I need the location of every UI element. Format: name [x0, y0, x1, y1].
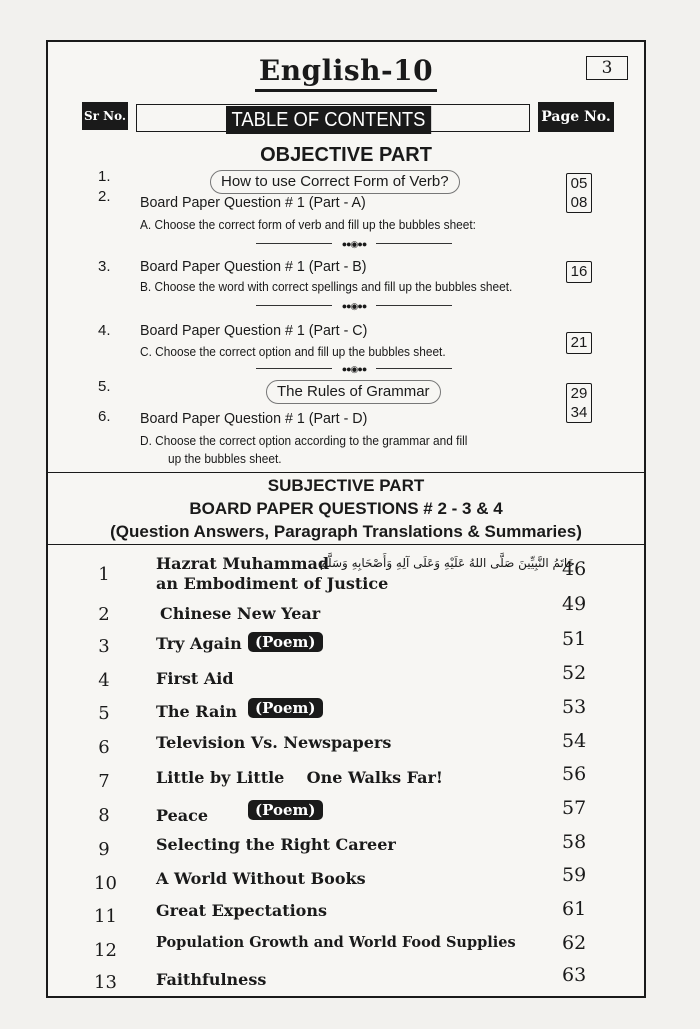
row-page: 61: [562, 898, 587, 920]
row-number: 1: [98, 564, 110, 585]
row-page: 59: [562, 864, 587, 886]
objective-item-title: How to use Correct Form of Verb?: [210, 170, 460, 194]
row-number: 6: [98, 737, 110, 758]
row-page: 49: [562, 593, 587, 615]
row-title: Population Growth and World Food Supplies: [156, 934, 516, 951]
objective-item-subtitle: A. Choose the correct form of verb and fill up the bubbles sheet:: [140, 218, 476, 232]
section-divider: [48, 544, 644, 545]
page-ref-box: [566, 173, 592, 213]
objective-item-subtitle: B. Choose the word with correct spellings and fill up the bubbles sheet.: [140, 280, 513, 294]
ornament-divider: ●●◉●●: [256, 300, 452, 312]
ornament-divider: ●●◉●●: [256, 363, 452, 375]
row-page: 62: [562, 932, 587, 954]
sr-no-label: Sr No.: [82, 102, 128, 130]
row-title: First Aid: [156, 669, 234, 688]
book-title: [48, 54, 644, 92]
row-title: Television Vs. Newspapers: [156, 733, 392, 752]
page-ref: 34: [570, 404, 588, 421]
objective-heading: OBJECTIVE PART: [260, 144, 432, 166]
row-title: Hazrat Muhammad: [156, 554, 330, 573]
row-title: Try Again: [156, 634, 242, 653]
objective-item-number: 6.: [98, 408, 111, 425]
page-frame: [46, 40, 646, 998]
row-page: 54: [562, 730, 587, 752]
row-number: 8: [98, 805, 110, 826]
row-title: A World Without Books: [156, 869, 366, 888]
row-title: Selecting the Right Career: [156, 835, 396, 854]
page-ref: 16: [566, 261, 592, 283]
objective-item-title: Board Paper Question # 1 (Part - D): [140, 410, 368, 427]
row-page: 58: [562, 831, 587, 853]
row-number: 11: [94, 906, 117, 927]
page-number: 3: [586, 56, 628, 80]
page-ref-box: [566, 383, 592, 423]
row-title: Great Expectations: [156, 901, 327, 920]
page-ref: 08: [570, 194, 588, 211]
row-number: 3: [98, 636, 110, 657]
objective-item-title: Board Paper Question # 1 (Part - A): [140, 194, 366, 211]
row-page: 51: [562, 628, 587, 650]
objective-item-number: 4.: [98, 322, 111, 339]
row-title-continued: an Embodiment of Justice: [156, 574, 389, 593]
row-number: 10: [94, 873, 117, 894]
row-page: 52: [562, 662, 587, 684]
objective-item-number: 2.: [98, 188, 111, 205]
page-ref: 21: [566, 332, 592, 354]
poem-badge: (Poem): [248, 698, 323, 718]
objective-item-subtitle: C. Choose the correct option and fill up the bubbles sheet.: [140, 345, 446, 359]
objective-item-subtitle-cont: up the bubbles sheet.: [168, 452, 282, 466]
row-title: Peace: [156, 806, 209, 825]
row-number: 7: [98, 771, 110, 792]
objective-item-number: 5.: [98, 378, 111, 395]
arabic-honorific: خَاتَمُ النَّبِيِّينَ صَلَّى اللهُ عَلَيْهِ وَعَلَى آلِهِ وَأَصْحَابِهِ وَسَلَّمَ: [320, 556, 575, 570]
subjective-subheading: BOARD PAPER QUESTIONS # 2 - 3 & 4: [189, 499, 503, 518]
row-title: Chinese New Year: [160, 604, 321, 623]
subjective-description: (Question Answers, Paragraph Translations & Summaries): [110, 522, 582, 541]
poem-badge: (Poem): [248, 800, 323, 820]
row-page: 53: [562, 696, 587, 718]
row-number: 9: [98, 839, 110, 860]
ornament-divider: ●●◉●●: [256, 238, 452, 250]
row-number: 2: [98, 604, 110, 625]
row-page: 56: [562, 763, 587, 785]
row-page: 63: [562, 964, 587, 986]
toc-title: TABLE OF CONTENTS: [226, 106, 431, 134]
row-title: Little by Little One Walks Far!: [156, 768, 443, 787]
objective-item-number: 1.: [98, 168, 111, 185]
row-number: 13: [94, 972, 117, 993]
objective-item-title: Board Paper Question # 1 (Part - C): [140, 322, 368, 339]
page-ref: 05: [570, 175, 588, 192]
row-page: 57: [562, 797, 587, 819]
row-title: Faithfulness: [156, 970, 267, 989]
row-title: The Rain: [156, 702, 238, 721]
subjective-heading: SUBJECTIVE PART: [267, 476, 425, 495]
row-page: 46: [562, 558, 587, 580]
objective-item-title: Board Paper Question # 1 (Part - B): [140, 258, 367, 275]
page-ref: 29: [570, 385, 588, 402]
poem-badge: (Poem): [248, 632, 323, 652]
page-no-label: Page No.: [538, 102, 614, 132]
row-number: 5: [98, 703, 110, 724]
section-divider: [48, 472, 644, 473]
objective-item-title: The Rules of Grammar: [266, 380, 441, 404]
objective-item-subtitle: D. Choose the correct option according to the grammar and fill: [140, 434, 468, 448]
row-number: 4: [98, 670, 110, 691]
objective-item-number: 3.: [98, 258, 111, 275]
book-title-text: English-10: [255, 54, 437, 92]
row-number: 12: [94, 940, 117, 961]
